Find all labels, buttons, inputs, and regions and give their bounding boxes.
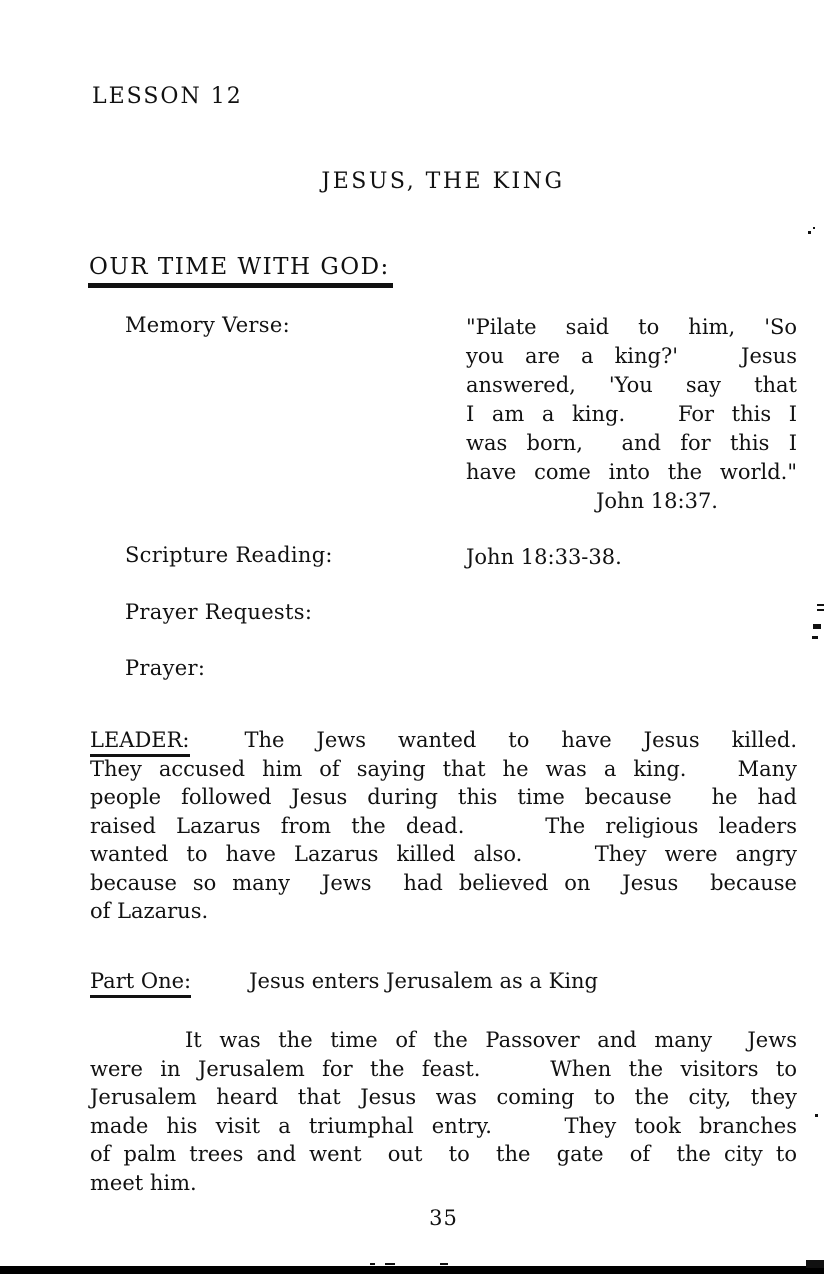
part-one-line: were in Jerusalem for the feast. When the visitors to — [90, 1056, 797, 1081]
part-one-line: made his visit a triumphal entry. They took branches — [90, 1113, 797, 1138]
scripture-reading-row — [90, 543, 797, 572]
part-one-heading — [90, 969, 797, 993]
verse-line: answered, 'You say that — [466, 373, 797, 397]
memory-verse-label: Memory Verse: — [125, 313, 290, 337]
part-one-line: Jerusalem heard that Jesus was coming to the city, they — [90, 1085, 797, 1109]
part-one-line: It was the time of the Passover and many Jews — [185, 1028, 797, 1052]
scripture-reading-value: John 18:33-38. — [466, 545, 622, 569]
scan-artifact — [370, 1263, 375, 1265]
scan-edge-bar — [0, 1266, 824, 1274]
leader-line: because so many Jews had believed on Jesus because — [90, 870, 797, 895]
memory-verse-row — [90, 313, 797, 516]
leader-line: They accused him of saying that he was a king. Many — [90, 756, 797, 781]
memory-verse-text — [466, 313, 797, 516]
verse-line: you are a king?' Jesus — [466, 344, 797, 368]
page-number: 35 — [429, 1206, 458, 1230]
section-heading-text: OUR TIME WITH GOD: — [88, 254, 393, 288]
section-heading-our-time-with-god — [88, 254, 393, 280]
scan-artifact — [817, 604, 824, 606]
leader-line: people followed Jesus during this time because he had — [90, 785, 797, 809]
verse-line: was born, and for this I — [466, 431, 797, 455]
part-one-label: Part One: — [90, 969, 191, 998]
leader-line: wanted to have Lazarus killed also. They were angry — [90, 842, 797, 866]
leader-line: raised Lazarus from the dead. The religious leaders — [90, 813, 797, 838]
leader-paragraph — [90, 726, 797, 926]
leader-line: of Lazarus. — [90, 899, 209, 923]
scan-artifact — [812, 636, 818, 639]
prayer-label: Prayer: — [125, 656, 206, 680]
scan-artifact — [440, 1263, 448, 1265]
verse-line: have come into the world." — [466, 460, 797, 484]
verse-line: "Pilate said to him, 'So — [466, 315, 797, 339]
verse-line: I am a king. For this I — [466, 402, 797, 426]
scan-artifact — [385, 1263, 395, 1265]
part-one-line: of palm trees and went out to the gate of the city to — [90, 1142, 797, 1166]
scan-artifact — [808, 231, 811, 234]
scripture-reading-label: Scripture Reading: — [125, 543, 333, 567]
scan-artifact — [813, 624, 821, 629]
leader-label: LEADER: — [90, 728, 190, 757]
scan-artifact — [806, 1260, 824, 1268]
part-one-title: Jesus enters Jerusalem as a King — [249, 969, 598, 993]
verse-reference: John 18:37. — [596, 489, 718, 513]
scan-artifact — [813, 227, 815, 229]
leader-line-text: The Jews wanted to have Jesus killed. — [244, 728, 797, 752]
scan-artifact — [817, 609, 824, 611]
part-one-paragraph — [90, 1026, 797, 1197]
scan-artifact — [815, 1114, 818, 1117]
leader-line — [90, 726, 797, 755]
prayer-requests-label: Prayer Requests: — [125, 600, 313, 624]
page-title: JESUS, THE KING — [321, 169, 565, 194]
lesson-number: LESSON 12 — [92, 84, 243, 109]
part-one-line: meet him. — [90, 1170, 197, 1195]
